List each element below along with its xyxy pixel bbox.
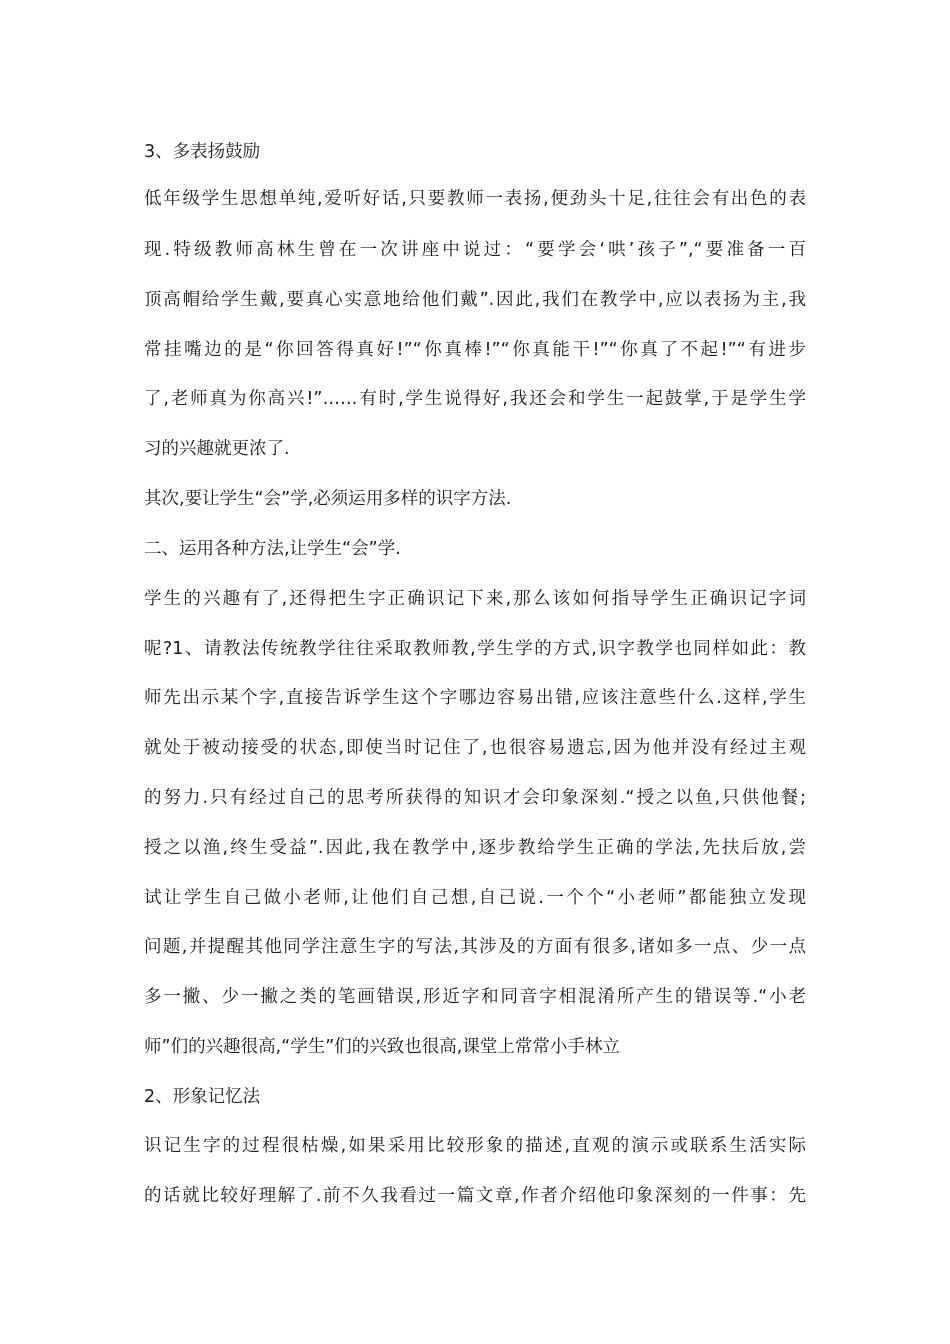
paragraph-line: 常挂嘴边的是“你回答得真好!”“你真棒!”“你真能干!”“你真了不起!”“有进步 bbox=[144, 340, 806, 360]
paragraph-line: 师”们的兴趣很高,“学生”们的兴致也很高,课堂上常常小手林立 bbox=[144, 1037, 620, 1057]
paragraph-line: 现.特级教师高林生曾在一次讲座中说过：“要学会‘哄’孩子”,“要准备一百 bbox=[144, 240, 806, 260]
section-heading: 3、多表扬鼓励 bbox=[144, 142, 261, 162]
paragraph-line: 多一撇、少一撇之类的笔画错误,形近字和同音字相混淆所产生的错误等.“小老 bbox=[144, 987, 806, 1007]
paragraph-line: 试让学生自己做小老师,让他们自己想,自己说.一个个“小老师”都能独立发现 bbox=[144, 888, 806, 908]
section-heading: 二、运用各种方法,让学生“会”学. bbox=[144, 539, 401, 559]
paragraph-line: 问题,并提醒其他同学注意生字的写法,其涉及的方面有很多,诸如多一点、少一点 bbox=[144, 937, 806, 957]
paragraph-line: 学生的兴趣有了,还得把生字正确识记下来,那么该如何指导学生正确识记字词 bbox=[144, 589, 806, 609]
paragraph-line: 顶高帽给学生戴,要真心实意地给他们戴”.因此,我们在教学中,应以表扬为主,我 bbox=[144, 290, 806, 310]
paragraph-line: 识记生字的过程很枯燥,如果采用比较形象的描述,直观的演示或联系生活实际 bbox=[144, 1136, 806, 1156]
paragraph-line: 就处于被动接受的状态,即使当时记住了,也很容易遗忘,因为他并没有经过主观 bbox=[144, 738, 806, 758]
paragraph-line: 了,老师真为你高兴!”……有时,学生说得好,我还会和学生一起鼓掌,于是学生学 bbox=[144, 389, 806, 409]
paragraph-line: 呢?1、请教法传统教学往往采取教师教,学生学的方式,识字教学也同样如此：教 bbox=[144, 639, 806, 659]
paragraph-line: 师先出示某个字,直接告诉学生这个字哪边容易出错,应该注意些什么.这样,学生 bbox=[144, 688, 806, 708]
paragraph-line: 授之以渔,终生受益”.因此,我在教学中,逐步教给学生正确的学法,先扶后放,尝 bbox=[144, 838, 806, 858]
paragraph-line: 习的兴趣就更浓了. bbox=[144, 439, 290, 459]
paragraph-line: 低年级学生思想单纯,爱听好话,只要教师一表扬,便劲头十足,往往会有出色的表 bbox=[144, 189, 806, 209]
paragraph-line: 的努力.只有经过自己的思考所获得的知识才会印象深刻.“授之以鱼,只供他餐; bbox=[144, 788, 806, 808]
section-heading: 2、形象记忆法 bbox=[144, 1087, 261, 1107]
paragraph-line: 的话就比较好理解了.前不久我看过一篇文章,作者介绍他印象深刻的一件事：先 bbox=[144, 1186, 806, 1206]
paragraph-line: 其次,要让学生“会”学,必须运用多样的识字方法. bbox=[144, 489, 512, 509]
